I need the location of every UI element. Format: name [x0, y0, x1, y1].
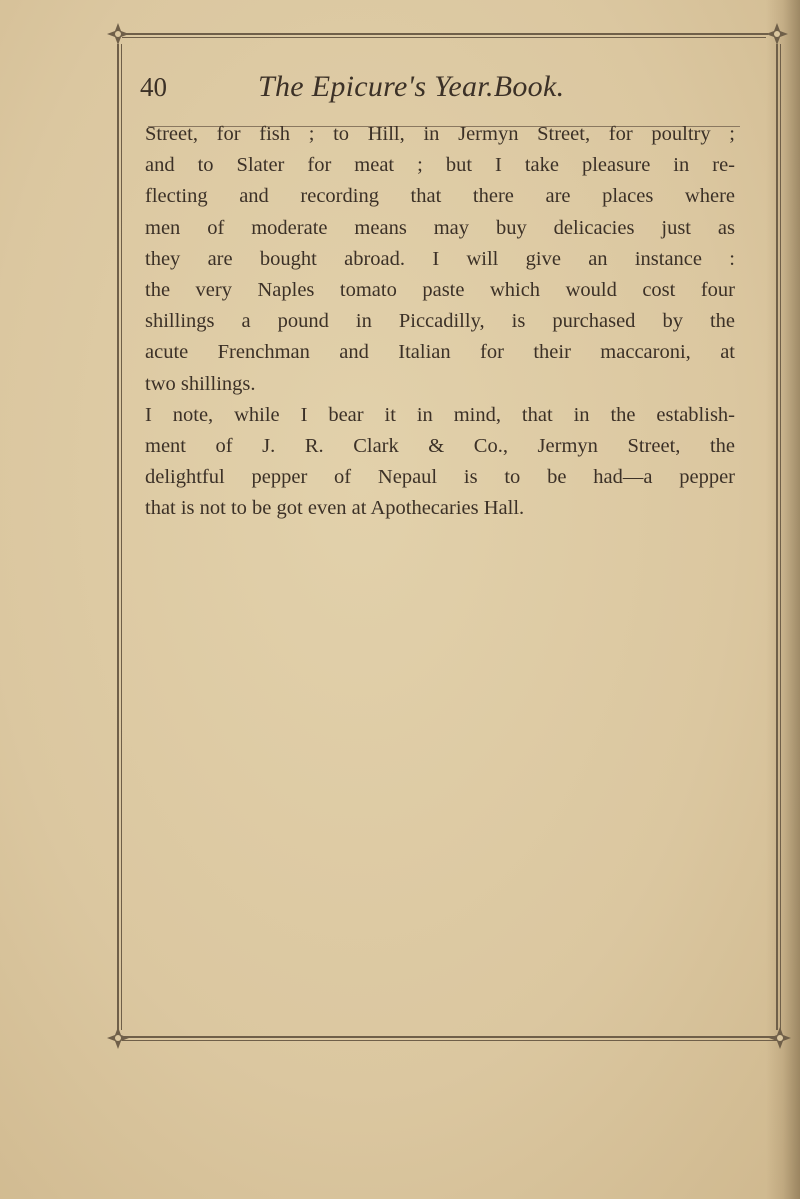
text-line: shillings a pound in Piccadilly, is purchased by the [145, 310, 735, 333]
running-head: The Epicure's Year.Book. [258, 70, 565, 103]
frame-right-rule-inner [780, 44, 781, 1030]
body-text [145, 119, 735, 525]
page-number: 40 [140, 72, 167, 102]
text-line: men of moderate means may buy delicacies just as [145, 216, 735, 239]
frame-top-rule [120, 33, 768, 35]
text-line: the very Naples tomato paste which would cost four [145, 279, 735, 302]
text-line: they are bought abroad. I will give an instance : [145, 247, 735, 270]
frame-bottom-rule [120, 1036, 783, 1038]
frame-left-rule [117, 44, 119, 1030]
text-line: and to Slater for meat ; but I take pleasure in re- [145, 154, 735, 177]
corner-ornament-top-right-icon [765, 22, 789, 46]
corner-ornament-bottom-right-icon [768, 1026, 792, 1050]
paragraph-1 [145, 119, 735, 400]
text-line: delightful pepper of Nepaul is to be had—a pepper [145, 466, 735, 489]
text-line: Street, for fish ; to Hill, in Jermyn Street, for poultry ; [145, 123, 735, 145]
corner-ornament-bottom-left-icon [106, 1026, 130, 1050]
frame-bottom-rule-inner [122, 1040, 781, 1041]
frame-left-rule-inner [121, 44, 122, 1030]
page-edge-shadow [766, 0, 800, 1199]
text-line: ment of J. R. Clark & Co., Jermyn Street, the [145, 435, 735, 458]
frame-right-rule [776, 44, 778, 1030]
text-line: I note, while I bear it in mind, that in the establish- [145, 403, 735, 426]
text-line: that is not to be got even at Apothecaries Hall. [145, 497, 525, 520]
text-line: two shillings. [145, 372, 256, 395]
frame-top-rule-inner [122, 37, 766, 38]
text-line: flecting and recording that there are places where [145, 185, 735, 208]
text-line: acute Frenchman and Italian for their maccaroni, at [145, 341, 735, 364]
corner-ornament-top-left-icon [106, 22, 130, 46]
paragraph-2 [145, 400, 735, 525]
page-header [140, 66, 740, 112]
